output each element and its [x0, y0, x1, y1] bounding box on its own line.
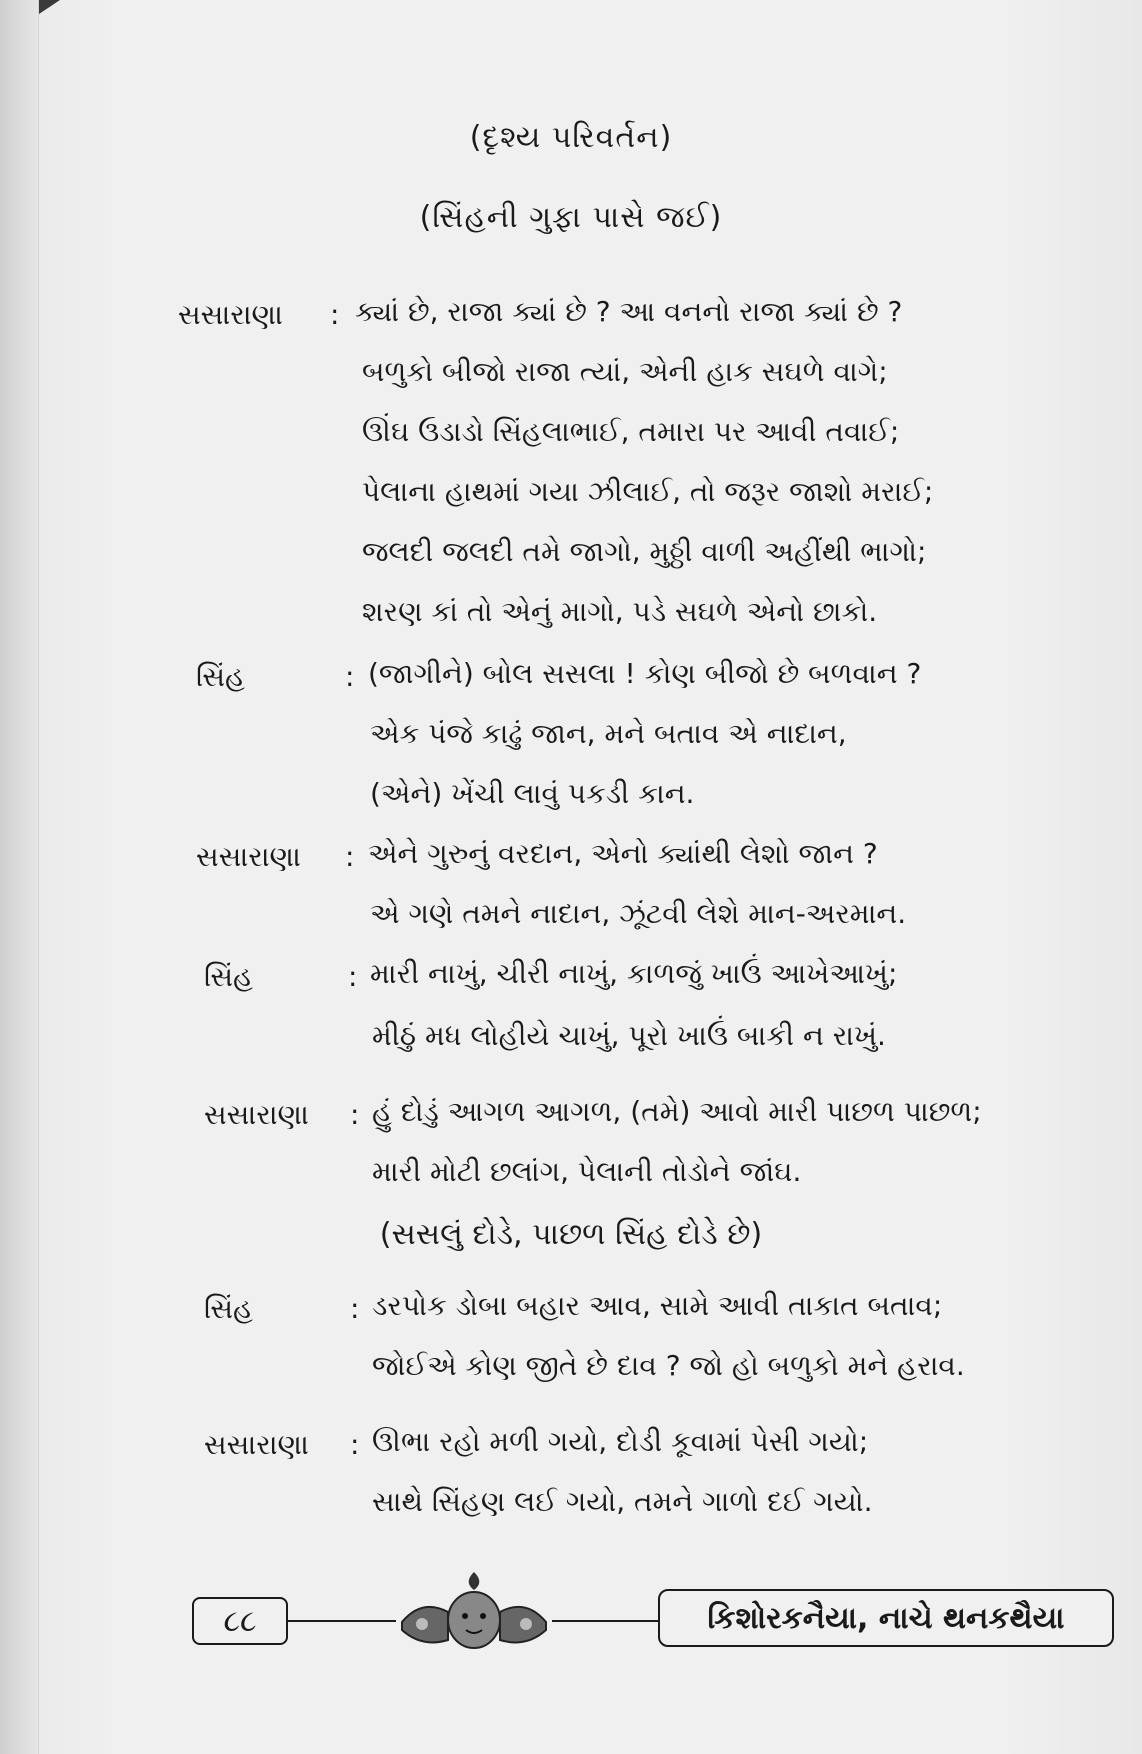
- book-title: કિશોરકનૈયા, નાચે થનકથૈયા: [658, 1589, 1114, 1647]
- footer-rule-right: [552, 1620, 660, 1622]
- colon: :: [330, 298, 340, 331]
- dialogue-line: પેલાના હાથમાં ગયા ઝીલાઈ, તો જરૂર જાશો મરાઈ;: [362, 475, 934, 508]
- colon: :: [345, 660, 355, 693]
- dialogue-line: ક્યાં છે, રાજા ક્યાં છે ? આ વનનો રાજા ક્યાં છે ?: [355, 295, 903, 328]
- dialogue-line: ડરપોક ડોબા બહાર આવ, સામે આવી તાકાત બતાવ;: [372, 1289, 943, 1322]
- dialogue-line: એને ગુરુનું વરદાન, એનો ક્યાંથી લેશો જાન ?: [368, 837, 878, 870]
- dialogue-line: મીઠું મધ લોહીયે ચાખું, પૂરો ખાઉં બાકી ન રાખું.: [372, 1019, 886, 1052]
- colon: :: [345, 840, 355, 873]
- dialogue-line: મારી નાખું, ચીરી નાખું, કાળજું ખાઉં આખેઆખું;: [370, 957, 898, 990]
- stage-direction-scene-change: (દૃશ્ય પરિવર્તન): [469, 120, 673, 155]
- dialogue-line: (જાગીને) બોલ સસલા ! કોણ બીજો છે બળવાન ?: [368, 657, 922, 690]
- dialogue-line: બળુકો બીજો રાજા ત્યાં, એની હાક સઘળે વાગે;: [362, 355, 888, 388]
- stage-direction-chase: (સસલું દોડે, પાછળ સિંહ દોડે છે): [379, 1217, 763, 1252]
- page-number: ૮૮: [192, 1597, 288, 1645]
- speaker-sasarana: સસારાણા: [204, 1098, 309, 1131]
- colon: :: [350, 1428, 360, 1461]
- colon: :: [350, 1292, 360, 1325]
- dialogue-line: એક પંજે કાઢું જાન, મને બતાવ એ નાદાન,: [370, 717, 847, 750]
- colon: :: [348, 960, 358, 993]
- dialogue-line: શરણ કાં તો એનું માગો, પડે સઘળે એનો છાકો.: [362, 595, 878, 628]
- stage-direction-lion-cave: (સિંહની ગુફા પાસે જઈ): [419, 200, 723, 235]
- dialogue-line: સાથે સિંહણ લઈ ગયો, તમને ગાળો દઈ ગયો.: [372, 1485, 873, 1518]
- dialogue-line: મારી મોટી છલાંગ, પેલાની તોડોને જાંઘ.: [372, 1155, 802, 1188]
- dialogue-line: જલદી જલદી તમે જાગો, મુઠ્ઠી વાળી અહીંથી ભાગો;: [362, 535, 927, 568]
- colon: :: [350, 1098, 360, 1131]
- krishna-emblem-icon: [392, 1568, 556, 1658]
- speaker-sinh: સિંહ: [204, 1292, 253, 1325]
- dialogue-line: હું દોડું આગળ આગળ, (તમે) આવો મારી પાછળ પાછળ;: [372, 1095, 982, 1128]
- dialogue-line: જોઈએ કોણ જીતે છે દાવ ? જો હો બળુકો મને હરાવ.: [372, 1349, 965, 1382]
- speaker-sasarana: સસારાણા: [196, 840, 301, 873]
- speaker-sasarana: સસારાણા: [178, 298, 283, 331]
- dialogue-line: (એને) ખેંચી લાવું પકડી કાન.: [370, 777, 695, 810]
- dialogue-line: એ ગણે તમને નાદાન, ઝૂંટવી લેશે માન-અરમાન.: [370, 897, 907, 930]
- speaker-sinh: સિંહ: [204, 960, 253, 993]
- footer-rule-left: [288, 1620, 396, 1622]
- book-spine: [0, 0, 39, 1754]
- speaker-sasarana: સસારાણા: [204, 1428, 309, 1461]
- dialogue-line: ઊભા રહો મળી ગયો, દોડી કૂવામાં પેસી ગયો;: [372, 1425, 869, 1458]
- dialogue-line: ઊંઘ ઉડાડો સિંહલાભાઈ, તમારા પર આવી તવાઈ;: [362, 415, 900, 448]
- speaker-sinh: સિંહ: [196, 660, 245, 693]
